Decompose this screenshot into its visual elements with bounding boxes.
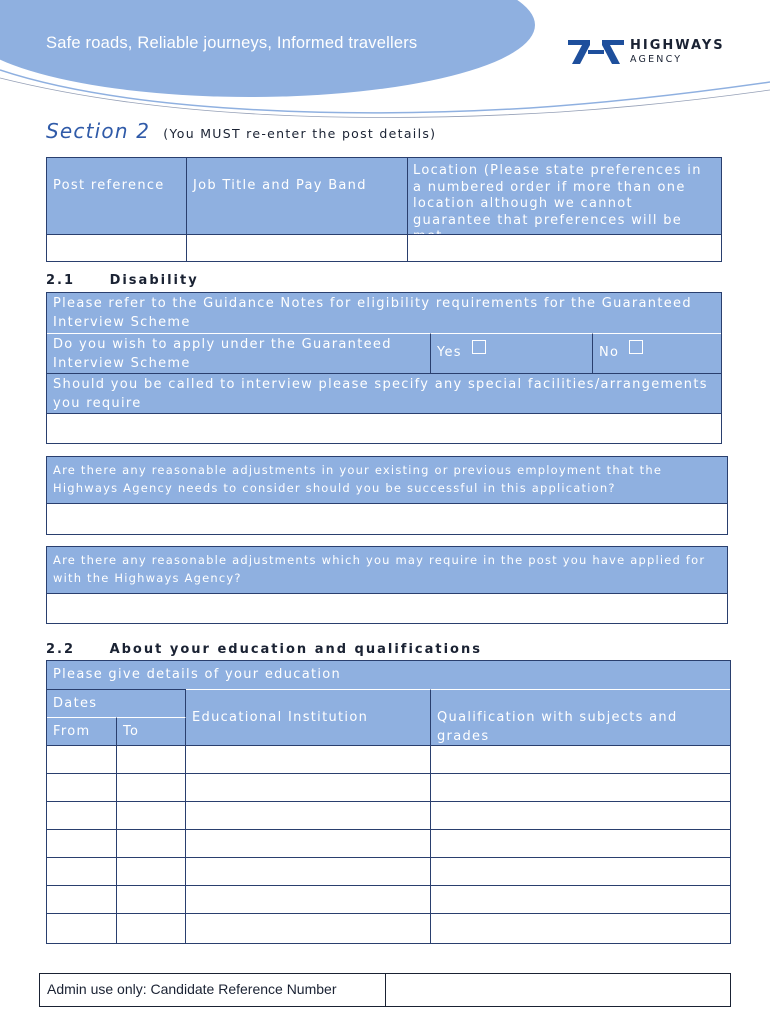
to-input[interactable] <box>117 746 186 773</box>
education-title: About your education and qualifications <box>109 642 482 657</box>
institution-input[interactable] <box>186 886 431 913</box>
gis-yes-cell <box>431 333 593 373</box>
job-title-header: Job Title and Pay Band <box>187 158 408 234</box>
institution-input[interactable] <box>186 746 431 773</box>
to-input[interactable] <box>117 886 186 913</box>
candidate-reference-input[interactable] <box>386 974 730 1006</box>
table-row <box>47 745 730 773</box>
from-header: From <box>47 717 117 745</box>
guidance-text: Please refer to the Guidance Notes for eligibility requirements for the Guaranteed Interview Scheme <box>47 293 721 333</box>
logo-mark-icon <box>568 38 624 66</box>
qualification-input[interactable] <box>431 746 730 773</box>
from-input[interactable] <box>47 746 117 773</box>
education-intro: Please give details of your education <box>47 661 730 689</box>
no-label: No <box>599 345 620 360</box>
no-checkbox[interactable] <box>629 340 643 354</box>
to-input[interactable] <box>117 830 186 857</box>
highways-agency-logo <box>568 38 753 68</box>
from-input[interactable] <box>47 830 117 857</box>
qualification-input[interactable] <box>431 802 730 829</box>
post-reference-header: Post reference <box>47 158 187 234</box>
from-input[interactable] <box>47 774 117 801</box>
job-title-input[interactable] <box>187 234 408 261</box>
disability-heading <box>46 273 199 288</box>
qualification-input[interactable] <box>431 830 730 857</box>
facilities-question: Should you be called to interview please specify any special facilities/arrangements you require <box>47 373 721 413</box>
header-banner <box>0 0 770 125</box>
location-header: Location (Please state preferences in a numbered order if more than one location although we cannot guarantee that preferences will be <box>408 158 721 234</box>
institution-input[interactable] <box>186 802 431 829</box>
location-input[interactable] <box>408 234 721 261</box>
dates-header: Dates <box>47 689 186 717</box>
disability-title: Disability <box>109 273 199 288</box>
admin-label: Admin use only: Candidate Reference Number <box>40 974 386 1006</box>
qualification-header: Qualification with subjects and grades <box>431 689 730 745</box>
to-input[interactable] <box>117 802 186 829</box>
institution-header: Educational Institution <box>186 689 431 745</box>
institution-input[interactable] <box>186 774 431 801</box>
table-row <box>47 801 730 829</box>
adjust-post-question: Are there any reasonable adjustments which you may require in the post you have applied for with the Highways Agency? <box>47 547 727 593</box>
post-details-table <box>46 157 722 262</box>
admin-box <box>39 973 731 1007</box>
to-input[interactable] <box>117 914 186 943</box>
table-row <box>47 857 730 885</box>
disability-number: 2.1 <box>46 273 76 288</box>
education-table <box>46 660 731 944</box>
section-note: (You MUST re-enter the post details) <box>163 126 437 141</box>
table-row <box>47 773 730 801</box>
header-tagline: Safe roads, Reliable journeys, Informed travellers <box>46 34 418 52</box>
from-input[interactable] <box>47 886 117 913</box>
gis-no-cell <box>593 333 721 373</box>
qualification-input[interactable] <box>431 886 730 913</box>
logo-line2: AGENCY <box>630 54 683 65</box>
to-header: To <box>117 717 186 745</box>
adjust-post-box <box>46 546 728 624</box>
qualification-input[interactable] <box>431 914 730 943</box>
adjust-existing-question: Are there any reasonable adjustments in your existing or previous employment that the Highways Agency needs to consider should you be successful in this application? <box>47 457 727 503</box>
table-row <box>47 913 730 943</box>
adjust-existing-input[interactable] <box>47 503 727 534</box>
yes-checkbox[interactable] <box>472 340 486 354</box>
table-row <box>47 885 730 913</box>
from-input[interactable] <box>47 914 117 943</box>
section-title-row <box>46 119 436 143</box>
gis-question: Do you wish to apply under the Guaranteed Interview Scheme <box>47 333 431 373</box>
to-input[interactable] <box>117 774 186 801</box>
education-heading <box>46 642 482 657</box>
institution-input[interactable] <box>186 914 431 943</box>
institution-input[interactable] <box>186 830 431 857</box>
disability-table <box>46 292 722 444</box>
education-rows <box>47 745 730 943</box>
post-reference-input[interactable] <box>47 234 187 261</box>
table-row <box>47 829 730 857</box>
from-input[interactable] <box>47 858 117 885</box>
facilities-input[interactable] <box>47 413 721 443</box>
to-input[interactable] <box>117 858 186 885</box>
yes-label: Yes <box>437 345 462 360</box>
adjust-post-input[interactable] <box>47 593 727 623</box>
qualification-input[interactable] <box>431 774 730 801</box>
from-input[interactable] <box>47 802 117 829</box>
qualification-input[interactable] <box>431 858 730 885</box>
education-number: 2.2 <box>46 642 76 657</box>
adjust-existing-box <box>46 456 728 535</box>
logo-line1: HIGHWAYS <box>630 38 725 53</box>
section-title: Section 2 <box>46 119 151 143</box>
institution-input[interactable] <box>186 858 431 885</box>
